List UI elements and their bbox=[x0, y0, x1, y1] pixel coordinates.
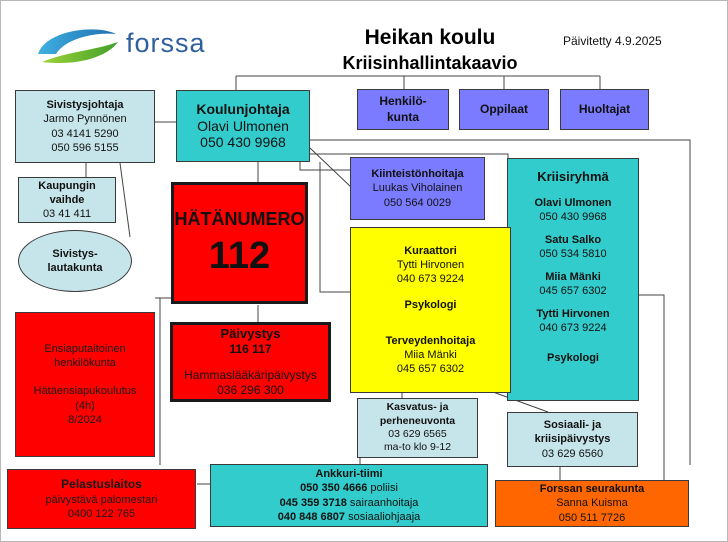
ankkuri-row bbox=[278, 510, 421, 524]
henkilokunta-line2: kunta bbox=[386, 109, 419, 124]
ensiapu-line2: henkilökunta bbox=[54, 357, 116, 370]
ensiapu-line4: (4h) bbox=[75, 399, 95, 412]
kuraattori-phone: 040 673 9224 bbox=[396, 272, 465, 285]
ankkuri-title: Ankkuri-tiimi bbox=[315, 468, 383, 481]
kasvatus-hours: ma-to klo 9-12 bbox=[383, 441, 452, 454]
vaihde-phone: 03 41 411 bbox=[42, 208, 92, 221]
psykologi-label: Psykologi bbox=[404, 298, 457, 311]
kasvatus-line2: perheneuvonta bbox=[379, 414, 456, 427]
sivistysjohtaja-phone2: 050 596 5155 bbox=[51, 141, 119, 154]
hammaslaakari-label: Hammaslääkäripäivystys bbox=[184, 367, 317, 382]
henkilokunta-box bbox=[357, 89, 449, 130]
ankkuri-phone: 040 848 6807 bbox=[277, 510, 346, 523]
ankkuri-phone: 050 350 4666 bbox=[300, 482, 368, 495]
kasvatus-phone: 03 629 6565 bbox=[388, 428, 447, 440]
ankkuri-role: poliisi bbox=[370, 482, 398, 495]
kriisiryhma-member-phone: 045 657 6302 bbox=[539, 285, 607, 298]
terveydenhoitaja-name: Miia Mänki bbox=[404, 349, 457, 362]
oppilaat-box bbox=[459, 89, 549, 130]
page-title bbox=[300, 26, 560, 74]
kriisiryhma-psykologi: Psykologi bbox=[547, 352, 599, 365]
chart-title: Kriisinhallintakaavio bbox=[342, 53, 518, 73]
huoltajat-label: Huoltajat bbox=[578, 101, 631, 116]
kaupungin-vaihde-box bbox=[18, 177, 116, 223]
ankkuri-row bbox=[300, 481, 398, 495]
oppilaat-label: Oppilaat bbox=[479, 101, 528, 116]
school-name: Heikan koulu bbox=[364, 26, 496, 49]
sosiaali-phone: 03 629 6560 bbox=[541, 447, 604, 460]
kuraattori-name: Tytti Hirvonen bbox=[396, 258, 465, 271]
sosiaali-box bbox=[507, 412, 638, 467]
paivystys-phone: 116 117 bbox=[229, 342, 272, 357]
hammaslaakari-phone: 036 296 300 bbox=[217, 382, 284, 397]
koulunjohtaja-name: Olavi Ulmonen bbox=[197, 117, 289, 134]
kasvatus-box bbox=[357, 398, 478, 458]
kriisiryhma-member-name: Miia Mänki bbox=[545, 270, 601, 283]
pelastus-phone: 0400 122 765 bbox=[67, 507, 136, 520]
kriisiryhma-box bbox=[507, 158, 639, 401]
seurakunta-phone: 050 511 7726 bbox=[558, 511, 626, 524]
brand-name: forssa bbox=[126, 28, 206, 58]
seurakunta-box bbox=[495, 480, 689, 527]
ankkuri-box bbox=[210, 464, 488, 527]
kriisiryhma-member-name: Satu Salko bbox=[544, 233, 602, 246]
ensiapu-line5: 8/2024 bbox=[68, 413, 102, 426]
sosiaali-line1: Sosiaali- ja bbox=[543, 419, 602, 432]
kriisiryhma-member-name: Olavi Ulmonen bbox=[534, 196, 612, 209]
kuraattori-title: Kuraattori bbox=[404, 244, 457, 257]
ankkuri-role: sairaanhoitaja bbox=[349, 496, 419, 509]
henkilokunta-line1: Henkilö- bbox=[379, 94, 427, 109]
ankkuri-role: sosiaaliohjaaja bbox=[348, 510, 421, 523]
kriisiryhma-member-phone: 050 430 9968 bbox=[539, 210, 607, 223]
koulunjohtaja-phone: 050 430 9968 bbox=[200, 134, 286, 151]
hatanumero-number: 112 bbox=[208, 234, 271, 277]
seurakunta-name: Sanna Kuisma bbox=[556, 497, 628, 510]
pelastus-sub: päivystävä palomestari bbox=[45, 493, 158, 506]
kriisiryhma-member-phone: 040 673 9224 bbox=[539, 322, 607, 335]
kriisiryhma-title: Kriisiryhmä bbox=[537, 169, 609, 184]
updated-date: Päivitetty 4.9.2025 bbox=[563, 34, 662, 48]
vaihde-title1: Kaupungin bbox=[38, 179, 96, 192]
seurakunta-title: Forssan seurakunta bbox=[539, 483, 645, 496]
ensiapu-box bbox=[15, 312, 155, 457]
kriisiryhma-member-name: Tytti Hirvonen bbox=[536, 308, 610, 321]
kiinteistonhoitaja-phone: 050 564 0029 bbox=[383, 196, 452, 209]
lautakunta-line1: Sivistys- bbox=[52, 247, 98, 260]
kiinteistonhoitaja-title: Kiinteistönhoitaja bbox=[371, 168, 464, 181]
kriisiryhma-member-phone: 050 534 5810 bbox=[539, 247, 607, 260]
hatanumero-box bbox=[171, 182, 308, 304]
ensiapu-line3: Hätäensiapukoulutus bbox=[33, 385, 137, 398]
terveydenhoitaja-phone: 045 657 6302 bbox=[396, 363, 465, 376]
kuraattori-box bbox=[350, 227, 511, 393]
terveydenhoitaja-title: Terveydenhoitaja bbox=[385, 335, 476, 348]
hatanumero-label: HÄTÄNUMERO bbox=[174, 208, 305, 229]
kiinteistonhoitaja-box bbox=[350, 157, 485, 220]
koulunjohtaja-box bbox=[176, 90, 310, 162]
sivistysjohtaja-name: Jarmo Pynnönen bbox=[43, 113, 127, 126]
pelastuslaitos-box bbox=[7, 469, 196, 529]
pelastus-title: Pelastuslaitos bbox=[61, 477, 142, 492]
paivystys-title: Päivystys bbox=[220, 325, 281, 341]
paivystys-box bbox=[170, 322, 331, 402]
sivistysjohtaja-box bbox=[15, 90, 155, 163]
ankkuri-row bbox=[280, 496, 419, 510]
ensiapu-line1: Ensiaputaitoinen bbox=[44, 343, 126, 356]
sivistysjohtaja-phone1: 03 4141 5290 bbox=[51, 127, 119, 140]
sosiaali-line2: kriisipäivystys bbox=[534, 433, 611, 446]
vaihde-title2: vaihde bbox=[49, 193, 85, 206]
sivistysjohtaja-title: Sivistysjohtaja bbox=[46, 99, 124, 112]
koulunjohtaja-title: Koulunjohtaja bbox=[196, 100, 290, 117]
kiinteistonhoitaja-name: Luukas Viholainen bbox=[372, 182, 463, 195]
lautakunta-line2: lautakunta bbox=[47, 262, 103, 274]
sivistyslautakunta-ellipse bbox=[18, 230, 132, 292]
ankkuri-phone: 045 359 3718 bbox=[279, 496, 347, 509]
kasvatus-line1: Kasvatus- ja bbox=[386, 401, 449, 414]
huoltajat-box bbox=[560, 89, 649, 130]
